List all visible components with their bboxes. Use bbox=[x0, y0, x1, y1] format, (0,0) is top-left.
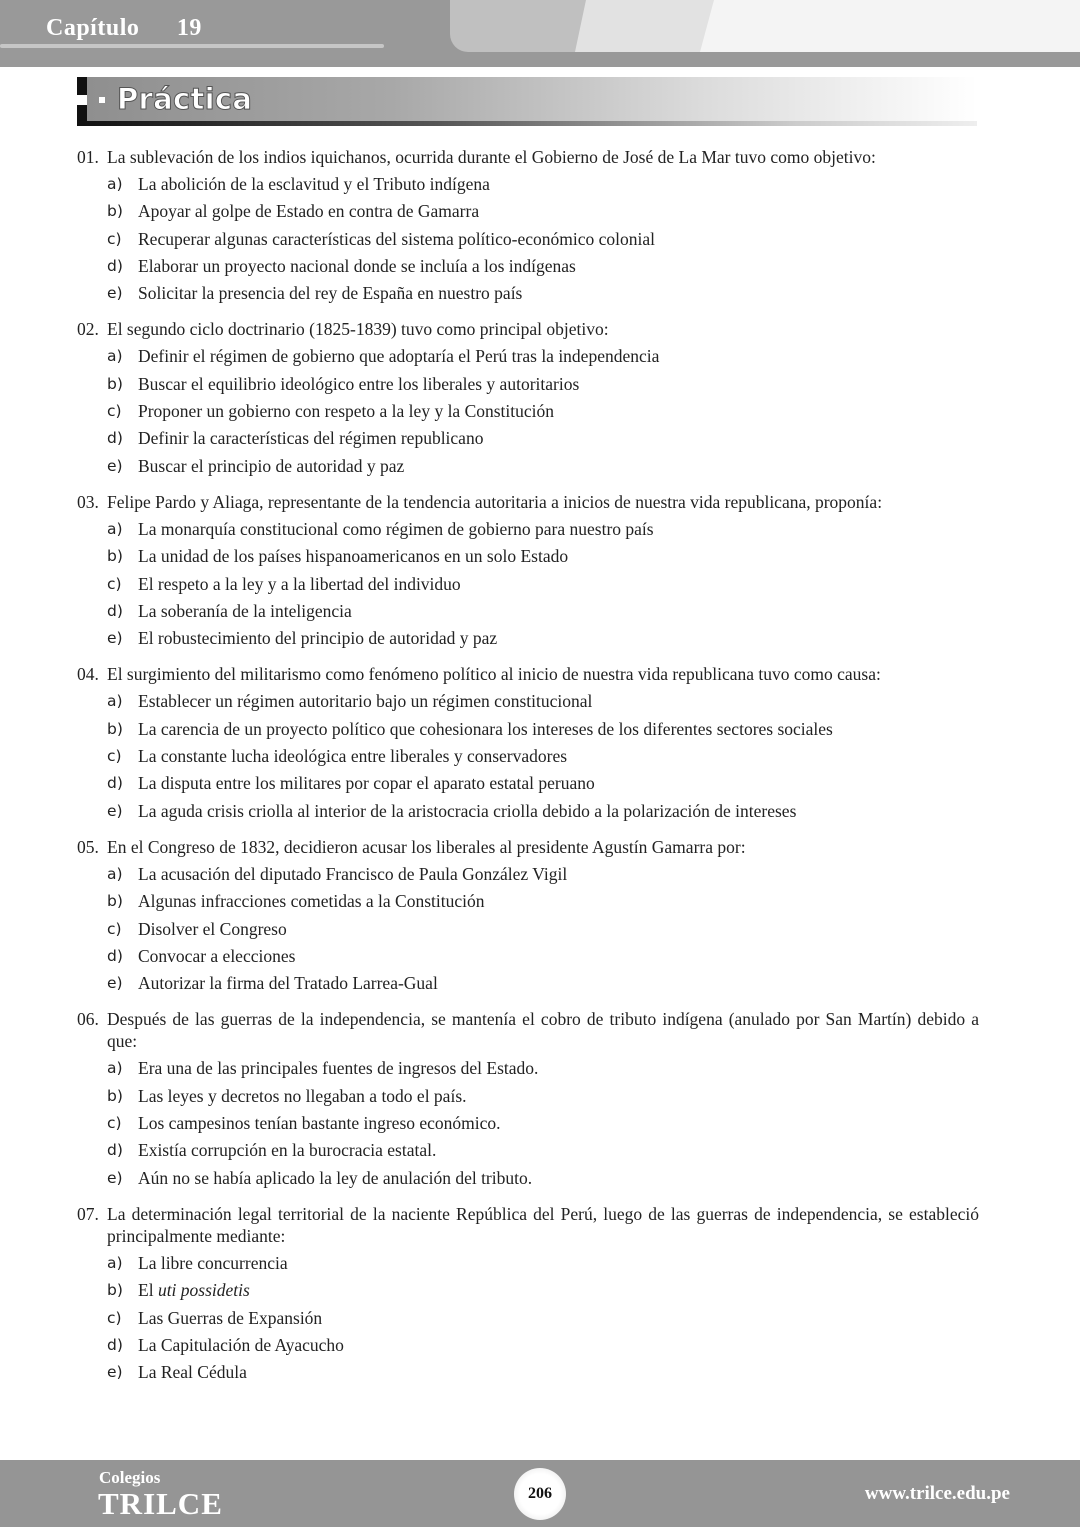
option-text bbox=[138, 1359, 247, 1386]
question-stem bbox=[77, 661, 979, 688]
option-text bbox=[138, 688, 592, 715]
option-letter: e) bbox=[107, 284, 123, 303]
option-text bbox=[138, 1305, 322, 1332]
answer-option bbox=[77, 1305, 979, 1332]
option-text bbox=[138, 861, 567, 888]
option-letter: d) bbox=[107, 1141, 123, 1160]
option-text-main: Apoyar al golpe de Estado en contra de Gamarra bbox=[138, 201, 480, 222]
option-text-main: Las Guerras de Expansión bbox=[138, 1307, 323, 1328]
option-letter: b) bbox=[107, 547, 123, 566]
answer-option bbox=[77, 1277, 979, 1304]
option-text-main: La abolición de la esclavitud y el Tributo indígena bbox=[138, 174, 490, 194]
option-text bbox=[138, 625, 497, 652]
option-text-main: La libre concurrencia bbox=[138, 1252, 288, 1273]
option-text bbox=[138, 1277, 250, 1304]
option-text-main: Convocar a elecciones bbox=[138, 945, 296, 966]
option-letter: d) bbox=[107, 946, 123, 965]
question-text: La determinación legal territorial de la naciente República del Perú, luego de las guerras de independencia, se estableció principalmente mediante: bbox=[107, 1203, 979, 1246]
answer-option bbox=[77, 916, 979, 943]
question-text: En el Congreso de 1832, decidieron acusar los liberales al presidente Agustín Gamarra por: bbox=[107, 836, 746, 857]
answer-option bbox=[77, 888, 979, 915]
question bbox=[77, 1006, 979, 1191]
option-text bbox=[138, 1055, 538, 1082]
option-letter: e) bbox=[107, 1168, 123, 1187]
option-letter: c) bbox=[107, 402, 122, 421]
answer-option bbox=[77, 1110, 979, 1137]
option-letter: c) bbox=[107, 1308, 122, 1327]
option-letter: a) bbox=[107, 1059, 123, 1078]
option-text bbox=[138, 743, 567, 770]
answer-option bbox=[77, 798, 979, 825]
answer-option bbox=[77, 970, 979, 997]
answer-option bbox=[77, 625, 979, 652]
answer-option bbox=[77, 516, 979, 543]
banner-notch bbox=[77, 95, 87, 105]
question-stem bbox=[77, 144, 979, 171]
option-text-main: La aguda crisis criolla al interior de la aristocracia criolla debido a la polarización de intereses bbox=[138, 800, 797, 821]
option-text-main: Buscar el principio de autoridad y paz bbox=[138, 455, 405, 476]
question-number: 07. bbox=[77, 1203, 99, 1224]
option-letter: a) bbox=[107, 175, 123, 193]
question-text: La sublevación de los indios iquichanos, ocurrida durante el Gobierno de José de La Mar tuvo como objetivo: bbox=[107, 147, 876, 167]
option-letter: a) bbox=[107, 1253, 123, 1272]
answer-option bbox=[77, 543, 979, 570]
option-text bbox=[138, 943, 295, 970]
option-text-main: Elaborar un proyecto nacional donde se incluía a los indígenas bbox=[138, 255, 576, 276]
option-letter: b) bbox=[107, 202, 123, 221]
question-stem bbox=[77, 1201, 979, 1250]
option-letter: a) bbox=[107, 347, 123, 366]
option-text-italic: uti possidetis bbox=[157, 1280, 250, 1301]
answer-option bbox=[77, 943, 979, 970]
option-text-main: La unidad de los países hispanoamericanos en un solo Estado bbox=[138, 546, 569, 567]
answer-option bbox=[77, 1055, 979, 1082]
question bbox=[77, 144, 979, 307]
question-number: 06. bbox=[77, 1009, 99, 1030]
answer-option bbox=[77, 226, 979, 253]
answer-option bbox=[77, 743, 979, 770]
logo-colegios: Colegios bbox=[99, 1468, 161, 1487]
option-text bbox=[138, 1137, 436, 1164]
question bbox=[77, 489, 979, 652]
option-letter: d) bbox=[107, 1335, 123, 1354]
answer-option bbox=[77, 280, 979, 307]
question-number: 03. bbox=[77, 491, 99, 512]
option-text-main: El respeto a la ley y a la libertad del individuo bbox=[138, 573, 461, 594]
question bbox=[77, 316, 979, 479]
option-text-main: Aún no se había aplicado la ley de anulación del tributo. bbox=[138, 1167, 533, 1188]
option-letter: a) bbox=[107, 864, 123, 883]
question-text: Después de las guerras de la independencia, se mantenía el cobro de tributo indígena (anulado por San Martín) debido a que: bbox=[107, 1009, 979, 1052]
option-text-main: Existía corrupción en la burocracia estatal. bbox=[138, 1140, 437, 1161]
option-text-main: El robustecimiento del principio de autoridad y paz bbox=[138, 628, 498, 649]
option-letter: b) bbox=[107, 719, 123, 738]
section-banner bbox=[77, 77, 977, 121]
answer-option bbox=[77, 371, 979, 398]
bullet-icon bbox=[99, 97, 105, 103]
question-number: 05. bbox=[77, 836, 99, 857]
question-list bbox=[77, 144, 979, 1395]
option-text-main: Buscar el equilibrio ideológico entre los liberales y autoritarios bbox=[138, 373, 580, 394]
option-text bbox=[138, 516, 654, 543]
answer-option bbox=[77, 198, 979, 225]
option-text bbox=[138, 226, 655, 253]
option-text bbox=[138, 398, 554, 425]
question-stem bbox=[77, 316, 979, 343]
option-text bbox=[138, 1250, 288, 1277]
answer-option bbox=[77, 1332, 979, 1359]
header-decor bbox=[700, 0, 1080, 52]
option-text-main: La Real Cédula bbox=[138, 1362, 247, 1383]
option-text-main: El bbox=[138, 1280, 158, 1301]
answer-option bbox=[77, 1083, 979, 1110]
question bbox=[77, 661, 979, 824]
option-letter: c) bbox=[107, 574, 122, 593]
option-text bbox=[138, 453, 404, 480]
option-text bbox=[138, 571, 461, 598]
answer-option bbox=[77, 571, 979, 598]
option-letter: d) bbox=[107, 429, 123, 448]
question-number: 01. bbox=[77, 147, 99, 167]
option-text bbox=[138, 970, 438, 997]
answer-option bbox=[77, 1359, 979, 1386]
answer-option bbox=[77, 1250, 979, 1277]
option-letter: e) bbox=[107, 456, 123, 475]
question-text: El surgimiento del militarismo como fenómeno político al inicio de nuestra vida republicana tuvo como causa: bbox=[107, 664, 881, 685]
question-number: 04. bbox=[77, 664, 99, 685]
option-text bbox=[138, 770, 595, 797]
answer-option bbox=[77, 770, 979, 797]
option-text bbox=[138, 371, 579, 398]
answer-option bbox=[77, 253, 979, 280]
option-letter: c) bbox=[107, 747, 122, 766]
answer-option bbox=[77, 1165, 979, 1192]
answer-option bbox=[77, 861, 979, 888]
option-text-main: Las leyes y decretos no llegaban a todo el país. bbox=[138, 1085, 467, 1106]
option-text bbox=[138, 1332, 344, 1359]
question-stem bbox=[77, 489, 979, 516]
answer-option bbox=[77, 343, 979, 370]
answer-option bbox=[77, 688, 979, 715]
option-text bbox=[138, 798, 796, 825]
question bbox=[77, 834, 979, 997]
option-letter: e) bbox=[107, 801, 123, 820]
answer-option bbox=[77, 598, 979, 625]
option-text bbox=[138, 1083, 467, 1110]
option-text-main: Autorizar la firma del Tratado Larrea-Gual bbox=[138, 973, 438, 994]
chapter-header-bar bbox=[0, 0, 1080, 67]
option-text-main: La disputa entre los militares por copar el aparato estatal peruano bbox=[138, 773, 595, 794]
chapter-title: Capítulo 19 bbox=[46, 15, 202, 41]
option-text-main: La Capitulación de Ayacucho bbox=[138, 1334, 344, 1355]
option-text-main: Solicitar la presencia del rey de España en nuestro país bbox=[138, 283, 523, 304]
option-letter: c) bbox=[107, 1114, 122, 1133]
option-letter: b) bbox=[107, 1281, 123, 1300]
page-footer bbox=[0, 1460, 1080, 1527]
answer-option bbox=[77, 716, 979, 743]
option-letter: a) bbox=[107, 692, 123, 711]
website-url: www.trilce.edu.pe bbox=[864, 1483, 1010, 1504]
option-text-main: Disolver el Congreso bbox=[138, 918, 287, 939]
option-text-main: La acusación del diputado Francisco de Paula González Vigil bbox=[138, 863, 568, 884]
option-text-main: Establecer un régimen autoritario bajo un régimen constitucional bbox=[138, 691, 593, 712]
answer-option bbox=[77, 425, 979, 452]
option-letter: c) bbox=[107, 229, 122, 248]
option-letter: b) bbox=[107, 892, 123, 911]
banner-underline bbox=[77, 121, 977, 126]
answer-option bbox=[77, 1137, 979, 1164]
option-text bbox=[138, 198, 479, 225]
question-stem bbox=[77, 834, 979, 861]
option-text-main: Recuperar algunas características del sistema político-económico colonial bbox=[138, 228, 656, 249]
option-text bbox=[138, 543, 568, 570]
page-number: 206 bbox=[514, 1468, 566, 1520]
option-text bbox=[138, 1110, 501, 1137]
option-text bbox=[138, 888, 485, 915]
option-text bbox=[138, 280, 522, 307]
option-text-main: La soberanía de la inteligencia bbox=[138, 600, 352, 621]
option-letter: d) bbox=[107, 774, 123, 793]
option-letter: e) bbox=[107, 629, 123, 648]
option-text bbox=[138, 1165, 532, 1192]
option-letter: d) bbox=[107, 601, 123, 620]
option-letter: e) bbox=[107, 1363, 123, 1382]
option-text bbox=[138, 343, 659, 370]
option-letter: a) bbox=[107, 519, 123, 538]
option-text-main: Definir el régimen de gobierno que adoptaría el Perú tras la independencia bbox=[138, 346, 660, 367]
option-letter: b) bbox=[107, 1086, 123, 1105]
section-title: Práctica bbox=[117, 82, 253, 116]
option-text-main: Proponer un gobierno con respeto a la ley y la Constitución bbox=[138, 401, 555, 422]
option-text bbox=[138, 171, 490, 198]
option-text-main: Era una de las principales fuentes de ingresos del Estado. bbox=[138, 1058, 539, 1079]
logo-trilce: TRILCE bbox=[98, 1486, 223, 1521]
option-letter: c) bbox=[107, 919, 122, 938]
question-stem bbox=[77, 1006, 979, 1055]
option-letter: e) bbox=[107, 974, 123, 993]
question bbox=[77, 1201, 979, 1386]
option-text-main: La carencia de un proyecto político que cohesionara los intereses de los diferentes sectores sociales bbox=[138, 718, 833, 739]
option-text-main: La constante lucha ideológica entre liberales y conservadores bbox=[138, 746, 568, 767]
option-letter: b) bbox=[107, 374, 123, 393]
question-number: 02. bbox=[77, 319, 99, 340]
question-text: Felipe Pardo y Aliaga, representante de la tendencia autoritaria a inicios de nuestra vida republicana, proponía: bbox=[107, 491, 883, 512]
option-text bbox=[138, 598, 352, 625]
option-text-main: Algunas infracciones cometidas a la Constitución bbox=[138, 891, 485, 912]
answer-option bbox=[77, 453, 979, 480]
header-rule bbox=[0, 44, 384, 48]
question-text: El segundo ciclo doctrinario (1825-1839) tuvo como principal objetivo: bbox=[107, 319, 609, 340]
option-text bbox=[138, 425, 483, 452]
option-text-main: La monarquía constitucional como régimen de gobierno para nuestro país bbox=[138, 518, 654, 539]
answer-option bbox=[77, 398, 979, 425]
option-text-main: Definir la características del régimen republicano bbox=[138, 428, 484, 449]
option-letter: d) bbox=[107, 256, 123, 275]
option-text bbox=[138, 716, 833, 743]
option-text bbox=[138, 253, 576, 280]
answer-option bbox=[77, 171, 979, 198]
option-text-main: Los campesinos tenían bastante ingreso económico. bbox=[138, 1113, 501, 1134]
option-text bbox=[138, 916, 287, 943]
